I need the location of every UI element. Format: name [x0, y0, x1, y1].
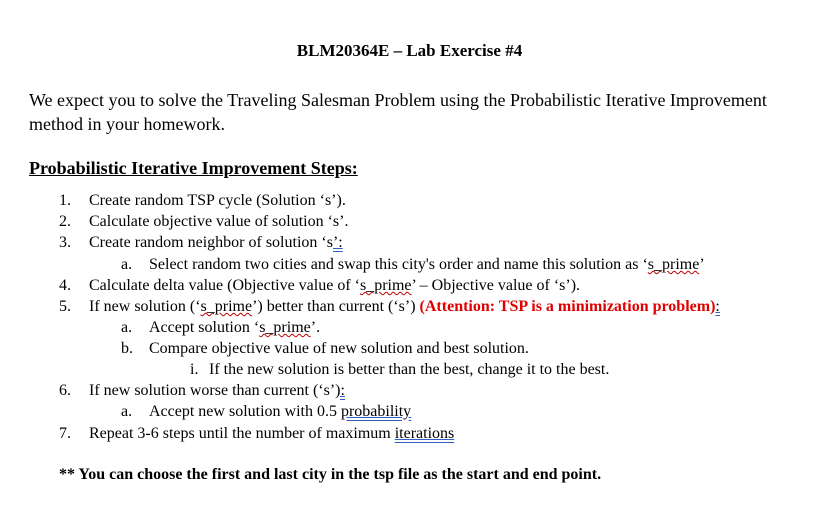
step-6-text: [89, 380, 345, 401]
step-3a-sprime: s_prime: [647, 256, 700, 273]
start-end-note: ** You can choose the first and last city in the tsp file as the start and end point.: [59, 466, 602, 483]
step-5a-sprime: s_prime: [259, 319, 311, 336]
step-4: [59, 275, 581, 296]
step-2: [59, 211, 349, 232]
step-5b: [121, 338, 529, 359]
step-5b-i-number: i.: [190, 361, 199, 378]
step-5-grammar-mark: :: [715, 298, 720, 315]
step-7-text-main: Repeat 3-6 steps until the number of maximum: [89, 425, 395, 442]
step-1-text: Create random TSP cycle (Solution ‘s’).: [89, 192, 346, 209]
step-7-text: [89, 423, 454, 444]
step-3-grammar-mark: ’:: [332, 234, 343, 251]
step-6-number: 6.: [59, 382, 71, 399]
step-3a: [121, 254, 705, 275]
intro-paragraph: We expect you to solve the Traveling Salesman Problem using the Probabilistic Iterative Improvement method in your homework.: [29, 90, 767, 134]
step-3: [59, 232, 343, 253]
step-5-text-mid: ’) better than current (‘s’): [252, 298, 420, 315]
step-5: [59, 296, 720, 317]
step-5-text-main: If new solution (‘: [89, 298, 201, 315]
document-title: BLM20364E – Lab Exercise #4: [296, 41, 523, 60]
step-5-sprime: s_prime: [200, 298, 253, 315]
step-5-attention-note: (Attention: TSP is a minimization problem): [419, 298, 716, 315]
steps-heading: Probabilistic Iterative Improvement Steps:: [29, 158, 358, 178]
step-4-sprime: s_prime: [359, 277, 412, 294]
step-5a-text-main: Accept solution ‘: [149, 319, 260, 336]
step-6a-number: a.: [121, 403, 133, 420]
step-3-text-main: Create random neighbor of solution ‘s: [89, 234, 333, 251]
step-5a: [121, 317, 321, 338]
step-6a-text: [149, 401, 411, 422]
step-5b-i-text: If the new solution is better than the best, change it to the best.: [209, 361, 610, 378]
step-3a-text-main: Select random two cities and swap this city's order and name this solution as ‘: [149, 256, 648, 273]
step-6a-probability: probability: [340, 403, 412, 420]
step-4-text: [89, 275, 580, 296]
step-3a-number: a.: [121, 256, 133, 273]
step-7-number: 7.: [59, 425, 71, 442]
step-7-iterations: iterations: [394, 425, 455, 442]
step-5b-number: b.: [121, 340, 133, 357]
step-7: [59, 423, 455, 444]
step-2-number: 2.: [59, 213, 71, 230]
step-5-number: 5.: [59, 298, 71, 315]
step-6-text-main: If new solution worse than current (‘s’: [89, 382, 336, 399]
step-2-text: Calculate objective value of solution ‘s’.: [89, 213, 349, 230]
step-3-text: [89, 232, 343, 253]
step-3-number: 3.: [59, 234, 71, 251]
step-3a-text-end: ’: [699, 256, 705, 273]
step-6a: [121, 401, 412, 422]
step-5b-text: Compare objective value of new solution and best solution.: [149, 340, 529, 357]
step-5a-text-end: ’.: [310, 319, 321, 336]
step-1: [59, 190, 346, 211]
step-6a-text-main: Accept new solution with 0.5: [149, 403, 341, 420]
step-6-grammar-mark: ):: [335, 382, 345, 399]
step-5a-number: a.: [121, 319, 133, 336]
step-5a-text: [149, 317, 320, 338]
step-6: [59, 380, 345, 401]
step-3a-text: [149, 254, 705, 275]
step-4-text-end: ’ – Objective value of ‘s’).: [411, 277, 581, 294]
step-5-text: [89, 296, 720, 317]
step-5b-i: [190, 359, 610, 380]
step-4-number: 4.: [59, 277, 71, 294]
step-1-number: 1.: [59, 192, 71, 209]
step-4-text-main: Calculate delta value (Objective value of ‘: [89, 277, 360, 294]
